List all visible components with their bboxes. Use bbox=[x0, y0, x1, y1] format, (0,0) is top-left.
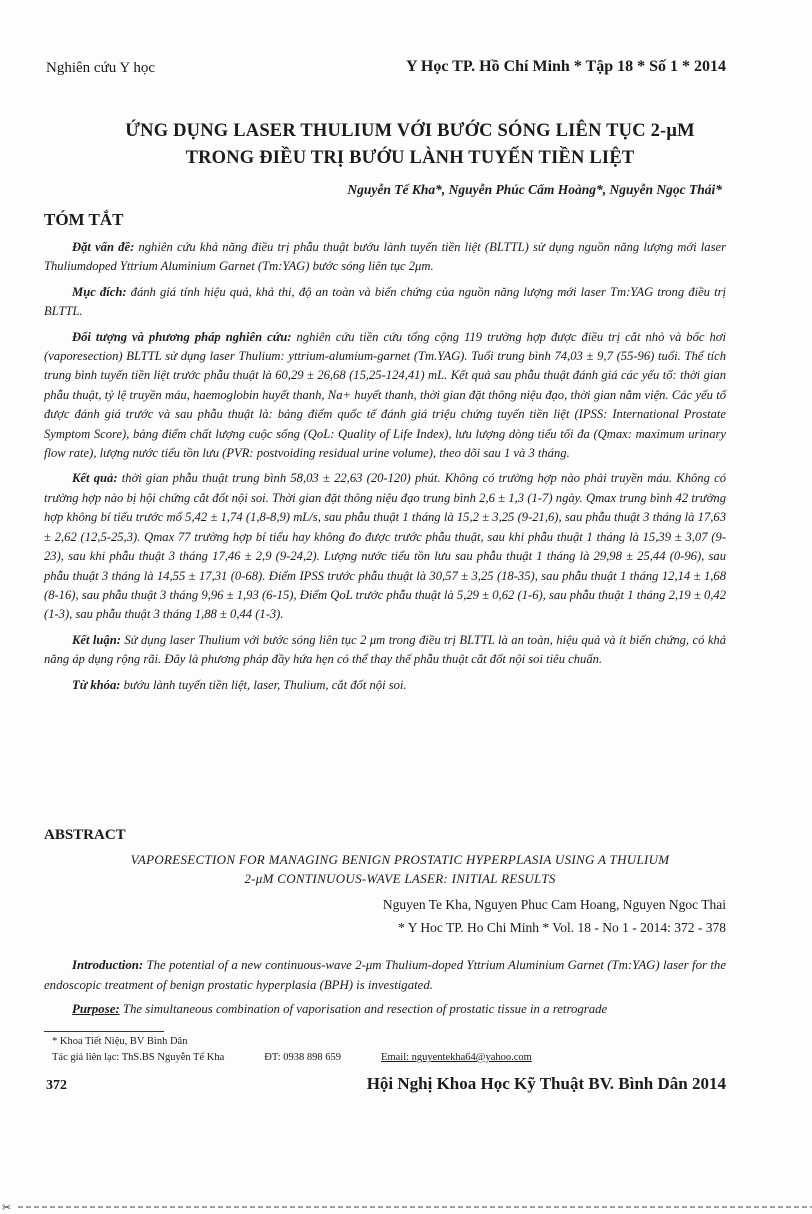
label-introduction: Introduction: bbox=[72, 958, 144, 972]
conference-footer: Hội Nghị Khoa Học Kỹ Thuật BV. Bình Dân 2014 bbox=[366, 1074, 726, 1093]
abstract-en bbox=[44, 955, 726, 1023]
footnote-phone: ĐT: 0938 898 659 bbox=[264, 1052, 342, 1063]
paragraph-background: Đặt vấn đề: nghiên cứu khả năng điều trị phẫu thuật bướu lành tuyến tiền liệt (BLTTL) sử dụng nguồn năng lượng mới laser Thuliumdoped Yttrium Aluminium Garnet (Tm:YAG) bước sóng liên tục 2μm. bbox=[44, 240, 726, 274]
label-purpose: Mục đích: bbox=[72, 284, 127, 299]
paragraph-purpose: Mục đích: đánh giá tính hiệu quả, khả thi, độ an toàn và biến chứng của nguồn năng lượng mới laser Tm:YAG trong điều trị BLTTL. bbox=[44, 284, 726, 319]
label-results: Kết quả: bbox=[72, 471, 118, 486]
label-background: Đặt vấn đề: bbox=[72, 240, 135, 254]
authors-vi: Nguyễn Tế Kha*, Nguyễn Phúc Cẩm Hoàng*, Nguyễn Ngọc Thái* bbox=[347, 182, 722, 197]
cut-line-icon bbox=[0, 1202, 812, 1212]
title-line-2: TRONG ĐIỀU TRỊ BƯỚU LÀNH TUYẾN TIỀN LIỆT bbox=[185, 148, 635, 168]
journal-section: Nghiên cứu Y học bbox=[46, 60, 156, 76]
english-title: VAPORESECTION FOR MANAGING BENIGN PROSTATIC HYPERPLASIA USING A THULIUM 2-μM CONTINUOUS-WAVE LASER: INITIAL RESULTS bbox=[130, 852, 670, 886]
paragraph-keywords: Từ khóa: bướu lành tuyến tiền liệt, laser, Thulium, cắt đốt nội soi. bbox=[72, 677, 407, 692]
label-purpose-en: Purpose: bbox=[72, 1002, 120, 1016]
label-keywords: Từ khóa: bbox=[72, 677, 121, 692]
page-number: 372 bbox=[46, 1078, 67, 1093]
paragraph-purpose-en: Purpose: The simultaneous combination of vaporisation and resection of prostatic tissue in a retrograde bbox=[72, 1002, 608, 1016]
paragraph-conclusion: Kết luận: Sử dụng laser Thulium với bước sóng liên tục 2 μm trong điều trị BLTTL là an toàn, hiệu quả và ít biến chứng, có khả năng áp dụng rộng rãi. Đây là phương pháp đầy hứa hẹn có thể thay thế phẫu thuật cắt đốt nội soi tiêu chuẩn. bbox=[44, 632, 726, 667]
journal-citation: Y Học TP. Hồ Chí Minh * Tập 18 * Số 1 * 2014 bbox=[405, 58, 726, 75]
title-line-1: ỨNG DỤNG LASER THULIUM VỚI BƯỚC SÓNG LIÊN TỤC 2-μM bbox=[125, 121, 695, 141]
authors-en: Nguyen Te Kha, Nguyen Phuc Cam Hoang, Nguyen Ngoc Thai bbox=[382, 897, 726, 912]
footnote-email: Email: nguyentekha64@yahoo.com bbox=[381, 1052, 532, 1063]
summary-vi bbox=[44, 238, 726, 701]
label-methods: Đối tượng và phương pháp nghiên cứu: bbox=[72, 329, 292, 344]
footnote-rule bbox=[44, 1031, 164, 1032]
heading-tomtat: TÓM TẮT bbox=[44, 210, 124, 229]
label-conclusion: Kết luận: bbox=[72, 632, 121, 647]
paragraph-introduction: Introduction: The potential of a new continuous-wave 2-μm Thulium-doped Yttrium Aluminium Garnet (Tm:YAG) laser for the endoscopic treatment of benign prostatic hyperplasia (BPH) is investigated. bbox=[44, 958, 726, 992]
paragraph-methods: Đối tượng và phương pháp nghiên cứu: nghiên cứu tiền cứu tổng cộng 119 trường hợp được điều trị cắt nhỏ và bốc hơi (vaporesection) BLTTL sử dụng laser Thulium: yttrium-alumium-garnet (Tm.YAG). Tuổi trung bình 74,03 ± 9,7 (55-96) tuổi. Thể tích trung bình tuyến tiền liệt trước phẫu thuật là 60,29 ± 26,68 (15,25-124,41) mL. Kết quả sau phẫu thuật đánh giá các yếu tố: thời gian phẫu thuật, tỷ lệ truyền máu, haemoglobin huyết thanh, Na+ huyết thanh, thời gian đặt thông niệu đạo, thời gian nằm viện. Các yếu tố được đánh giá trước và sau phẫu thuật là: bảng điểm quốc tế đánh giá triệu chứng tuyến tiền liệt (IPSS: International Prostate Symptom Score), bảng điểm chất lượng cuộc sống (QoL: Quality of Life Index), lưu lượng dòng tiểu tối đa (Qmax: maximum urinary flow rate), lượng nước tiểu tồn lưu (PVR: postvoiding residual urine volume), theo dõi sau 1 và 3 tháng. bbox=[44, 329, 726, 461]
paper-title bbox=[80, 118, 740, 172]
heading-abstract: ABSTRACT bbox=[44, 827, 126, 843]
svg-text:✂: ✂ bbox=[2, 1202, 12, 1212]
footnote-contact: Tác giả liên lạc: ThS.BS Nguyễn Tế Kha ĐT: 0938 898 659 Email: nguyentekha64@yahoo.com bbox=[52, 1052, 532, 1063]
citation-en: * Y Hoc TP. Ho Chi Minh * Vol. 18 - No 1 - 2014: 372 - 378 bbox=[398, 920, 726, 935]
footnote-affiliation: * Khoa Tiết Niệu, BV Bình Dân bbox=[52, 1036, 188, 1047]
paragraph-results: Kết quả: thời gian phẫu thuật trung bình 58,03 ± 22,63 (20-120) phút. Không có trường hợp nào phải truyền máu. Không có trường hợp nào bị hội chứng cắt đốt nội soi. Thời gian đặt thông niệu đạo trung bình 2,6 ± 1,3 (1-7) ngày. Qmax trung bình 42 trường hợp không bí tiểu trước mổ 5,42 ± 1,74 (1,8-8,9) mL/s, sau phẫu thuật 1 tháng là 15,2 ± 3,25 (9-21,6), sau phẫu thuật 3 tháng là 17,63 ± 2,62 (12,5-25,3). Qmax 77 trường hợp bí tiểu hay không đo được trước phẫu thuật, sau khi phẫu thuật 1 tháng là 15,39 ± 3,07 (9-23), sau khi phẫu thuật 3 tháng 17,46 ± 2,9 (9-24,2). Lượng nước tiểu tồn lưu sau phẫu thuật 1 tháng là 29,98 ± 25,44 (0-96), sau phẫu thuật 3 tháng là 14,55 ± 17,31 (0-68). Điểm IPSS trước phẫu thuật là 30,57 ± 3,25 (18-35), sau phẫu thuật 1 tháng 12,14 ± 1,68 (8-16), sau phẫu thuật 3 tháng 9,96 ± 1,93 (6-15), Điểm QoL trước phẫu thuật là 5,29 ± 0,62 (1-6), sau phẫu thuật 1 tháng 2,19 ± 0,42 (1-3), sau phẫu thuật 3 tháng 1,88 ± 0,44 (1-3). bbox=[44, 471, 726, 622]
